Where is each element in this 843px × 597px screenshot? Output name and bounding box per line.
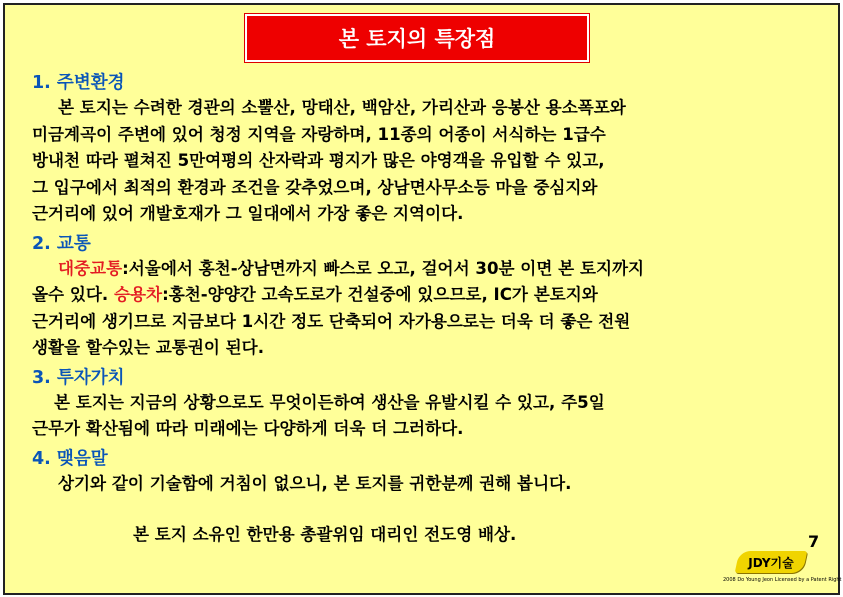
- slide-content: [32, 71, 832, 497]
- logo-subtext: 2008 Do Young Jeon Licensed by a Patent Right: [723, 577, 842, 583]
- section-heading-investment: 3. 투자가치: [32, 367, 125, 388]
- body-line: 상기와 같이 기술함에 거침이 없으니, 본 토지를 귀한분께 권해 봅니다.: [58, 473, 572, 493]
- body-line: 근거리에 있어 개발호재가 그 일대에서 가장 좋은 지역이다.: [32, 204, 464, 223]
- body-line: 본 토지는 수려한 경관의 소뿔산, 망태산, 백암산, 가리산과 응봉산 용소폭포와: [58, 98, 626, 117]
- body-line: 근거리에 생기므로 지금보다 1시간 정도 단축되어 자가용으로는 더욱 더 좋은 전원: [32, 311, 631, 331]
- body-line: [32, 256, 832, 283]
- body-line: 방내천 따라 펼쳐진 5만여평의 산자락과 평지가 많은 야영객을 유입할 수 있고,: [32, 151, 605, 170]
- slide-title: [245, 14, 589, 62]
- body-line: 생활을 할수있는 교통권이 된다.: [32, 338, 265, 357]
- section-heading-transport: 2. 교통: [32, 233, 91, 254]
- section-heading-closing: 4. 맺음말: [32, 448, 108, 469]
- logo-text: JDY기술: [748, 556, 794, 570]
- car-text: :홍천-양양간 고속도로가 건설중에 있으므로, IC가 본토지와: [162, 285, 598, 304]
- body-line: 근무가 확산됨에 따라 미래에는 다양하게 더욱 더 그러하다.: [32, 419, 464, 438]
- section-heading-environment: 1. 주변환경: [32, 73, 125, 93]
- body-line: 미금계곡이 주변에 있어 청정 지역을 자랑하며, 11종의 어종이 서식하는 1급수: [32, 124, 606, 144]
- body-line: [32, 282, 832, 309]
- body-line: 그 입구에서 최적의 환경과 조건을 갖추었으며, 상남면사무소등 마을 중심지와: [32, 177, 598, 197]
- slide-title-text: 본 토지의 특장점: [338, 27, 496, 51]
- body-text: 올수 있다.: [32, 285, 114, 304]
- car-label: 승용차: [113, 285, 163, 304]
- public-transport-label: 대중교통: [58, 258, 123, 278]
- public-transport-text: :서울에서 홍천-상남면까지 빠스로 오고, 걸어서 30분 이면 본 토지까지: [122, 258, 645, 278]
- page-number: 7: [808, 532, 820, 551]
- slide: [3, 3, 840, 595]
- body-line: 본 토지는 지금의 상황으로도 무엇이든하여 생산을 유발시킬 수 있고, 주5일: [54, 392, 605, 412]
- jdy-logo: [723, 551, 842, 587]
- signature: 본 토지 소유인 한만용 총괄위임 대리인 전도영 배상.: [133, 525, 517, 544]
